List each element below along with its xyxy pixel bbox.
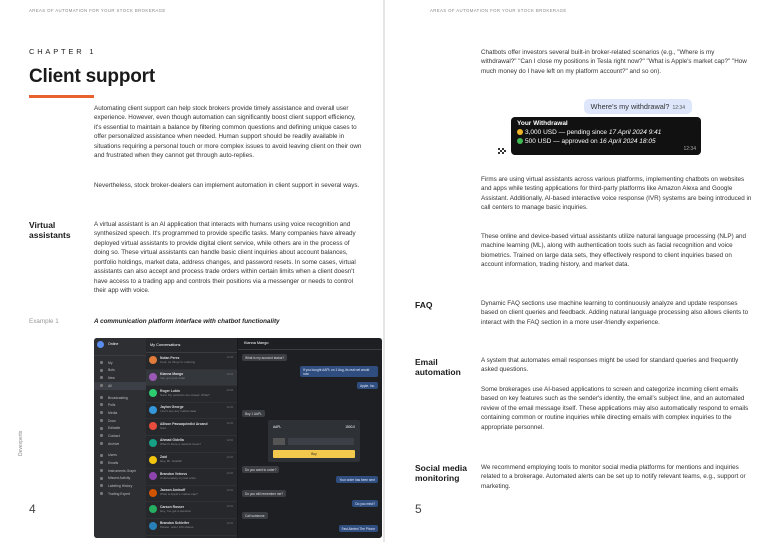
chat-message: Call someone bbox=[242, 512, 268, 519]
chat-message: Do you mind? bbox=[352, 500, 378, 507]
sidebar-item[interactable]: Instruments Graph bbox=[94, 467, 146, 475]
order-widget bbox=[268, 420, 360, 462]
conversation-item[interactable]: Roger Lubin Sure! My positions are closed. What? 12:34 bbox=[146, 386, 237, 403]
sidebar-item[interactable]: New bbox=[94, 374, 146, 382]
sidebar-item[interactable]: Broadcasting bbox=[94, 394, 146, 402]
chat-message: Apple, Inc. bbox=[357, 382, 378, 389]
conversation-item[interactable]: Jaylon George I don't see any market data 12:34 bbox=[146, 403, 237, 420]
conversation-item[interactable]: Jaxson Aminoff What is Apple's market cap? 12:34 bbox=[146, 486, 237, 503]
side-brand-label: Devexperts bbox=[18, 430, 24, 456]
price-label: 1500.0 bbox=[345, 425, 355, 429]
ticker-label: AAPL bbox=[273, 425, 282, 429]
conversation-item[interactable]: Nolan Perez Cool, no thing I'm ordering 12:34 bbox=[146, 353, 237, 370]
chat-panel bbox=[238, 338, 382, 538]
conversation-item[interactable]: Ahmad Gidella When's there a network issue? 12:34 bbox=[146, 436, 237, 453]
order-quantity-field[interactable] bbox=[288, 438, 354, 445]
chat-message: Do you want to order? bbox=[242, 466, 279, 473]
virtual-assistants-text: A virtual assistant is an AI application that interacts with humans using voice recognition and synthesized speech. It's programmed to provide specific tasks. Many companies have already deployed virtual assistants to provide digital client service, while others are in the process of doing so. These virtual assistants can handle basic client inquiries about account balances, portfolio holdings, market data, address changes, and password resets. In some cases, virtual assistants can also accept and process trade orders within certain limits when a client doesn't have access to a trading app and controls their positions via a messenger or needs to control their app with voice. bbox=[94, 221, 356, 295]
social-media-text: We recommend employing tools to monitor social media platforms for mentions and inquiries related to a brokerage. Automated alerts can be set up to notify relevant teams, e.g., support or marketing. bbox=[481, 464, 746, 490]
page-title: Client support bbox=[29, 66, 155, 87]
running-header: AREAS OF AUTOMATION FOR YOUR STOCK BROKERAGE bbox=[29, 8, 166, 13]
chat-platform-screenshot bbox=[94, 338, 382, 538]
buy-button[interactable]: Buy bbox=[273, 450, 355, 458]
chat-message: Do you still remember me? bbox=[242, 490, 286, 497]
withdrawal-card: Your Withdrawal 3,000 USD — pending since 17 April 2024 9:41 500 USD — approved on 16 April 2024 18:05 12:34 bbox=[511, 117, 701, 155]
email-automation-text: A system that automates email responses might be used for standard queries and frequently asked questions. bbox=[481, 357, 739, 374]
email-automation-text-2: Some brokerages use AI-based applications to screen and categorize incoming client emails based on key features such as the sender's identity, the email's subject line, and an automated review of the email message itself. These applications may also automatically respond to emails containing common or routine inquiries while directing emails with complex inquiries to the appropriate personnel. bbox=[481, 386, 749, 431]
sidebar-item[interactable]: All bbox=[94, 382, 146, 390]
sidebar-item[interactable]: Trading Expert bbox=[94, 490, 146, 498]
conversation-item[interactable]: Allison Passaquindici Arcand Sure 12:34 bbox=[146, 419, 237, 436]
withdrawal-card-title: Your Withdrawal bbox=[517, 120, 568, 127]
chat-message: Buy 1 AAPL bbox=[242, 410, 265, 417]
page-number: 4 bbox=[29, 502, 36, 516]
withdrawal-row-approved: 500 USD — approved on 16 April 2024 18:05 bbox=[517, 138, 695, 147]
virtual-assistants-paragraph-2: These online and device-based virtual assistants utilize natural language processing (NLP) and machine learning (ML), along with authentication tools such as facial recognition and voice biometrics. Trained on large data sets, they effectively respond to client inquiries based on account information, trading history, and market data. bbox=[481, 233, 746, 269]
example-caption: A communication platform interface with chatbot functionality bbox=[94, 318, 280, 325]
conversation-list-title: My Conversations bbox=[146, 338, 237, 353]
title-underline bbox=[29, 95, 94, 98]
sidebar-nav bbox=[94, 356, 146, 498]
conversation-item[interactable]: Brandon Schleifer Please, order 100 shares 12:34 bbox=[146, 519, 237, 536]
example-label: Example 1 bbox=[29, 318, 59, 325]
page-number: 5 bbox=[415, 502, 422, 516]
section-heading-social-media: Social media monitoring bbox=[415, 463, 467, 484]
chat-header: Kianna Mango bbox=[238, 338, 382, 350]
chat-message: What is my account status? bbox=[242, 354, 287, 361]
intro-paragraph-2: Nevertheless, stock broker-dealers can implement automation in client support in several ways. bbox=[94, 182, 360, 189]
virtual-assistants-paragraph: Firms are using virtual assistants across various platforms, implementing chatbots on websites and apps while testing applications for third-party platforms like Amazon Alexa and Google Assistant. Additionally, AI-based interactive voice response (IVR) systems are being introduced in call centers to manage basic inquiries. bbox=[481, 176, 752, 212]
conversation-list bbox=[146, 338, 238, 538]
chapter-label: CHAPTER 1 bbox=[29, 47, 97, 56]
sidebar-item[interactable]: Bots bbox=[94, 367, 146, 375]
sidebar-item[interactable]: Users bbox=[94, 452, 146, 460]
approved-status-icon bbox=[517, 138, 523, 144]
section-heading-virtual-assistants: Virtual assistants bbox=[29, 220, 71, 241]
user-question-bubble: Where's my withdrawal? 12:34 bbox=[584, 99, 692, 114]
sidebar-item[interactable]: Contact bbox=[94, 432, 146, 440]
chat-message: Your order has been sent bbox=[336, 476, 378, 483]
conversation-item[interactable]: Kianna Mango Yes, got your order 12:34 bbox=[146, 370, 237, 387]
sidebar-item[interactable]: My bbox=[94, 359, 146, 367]
pending-status-icon bbox=[517, 129, 523, 135]
conversation-item[interactable]: Carson Rosser Hey, I've got a question 12:34 bbox=[146, 502, 237, 519]
sidebar-item[interactable]: Missed Activity bbox=[94, 475, 146, 483]
running-header: AREAS OF AUTOMATION FOR YOUR STOCK BROKERAGE bbox=[430, 8, 567, 13]
sidebar-item[interactable]: Docs bbox=[94, 417, 146, 425]
sidebar-item[interactable]: Editable bbox=[94, 425, 146, 433]
withdrawal-row-pending: 3,000 USD — pending since 17 April 2024 9:41 bbox=[517, 129, 695, 138]
avatar bbox=[97, 341, 104, 348]
conversation-item[interactable]: Zaid Hey, Mr. Gidella! 12:34 bbox=[146, 453, 237, 470]
bot-icon bbox=[498, 148, 508, 156]
conversation-item[interactable]: Brandon Vetrovs Unfortunately my last order 12:34 bbox=[146, 469, 237, 486]
chat-message: If you bought AAPL on 1 Aug, its real net would now bbox=[300, 366, 378, 377]
app-user: Online bbox=[94, 338, 146, 356]
app-sidebar bbox=[94, 338, 146, 538]
sidebar-item[interactable]: Emails bbox=[94, 459, 146, 467]
chat-message: Fast Alerted The Phone bbox=[339, 525, 378, 532]
sidebar-item[interactable]: Labeling History bbox=[94, 482, 146, 490]
faq-text: Dynamic FAQ sections use machine learning to continuously analyze and update responses based on client queries and feedback. Adding natural language processing also allows clients to interact with the FAQ section in a more user-friendly experience. bbox=[481, 300, 749, 326]
section-heading-faq: FAQ bbox=[415, 300, 433, 310]
order-buy-toggle[interactable] bbox=[273, 438, 285, 445]
left-page bbox=[0, 0, 383, 542]
intro-paragraph: Automating client support can help stock brokers provide timely assistance and overall user experience. However, even though automation can significantly boost client support efficiency, it's essential to maintain a balance by filtering common questions and defining unique cases to offer personalized assistance when needed. Human support should be readily available in situations requiring a personal touch or more complex issues to avoid leaving client on their own and frustrated when they cannot get through auto-replies. bbox=[94, 105, 362, 160]
right-page bbox=[385, 0, 768, 542]
sidebar-item[interactable]: Archive bbox=[94, 440, 146, 448]
section-heading-email-automation: Email automation bbox=[415, 357, 461, 378]
sidebar-item[interactable]: Media bbox=[94, 409, 146, 417]
sidebar-item[interactable]: Polls bbox=[94, 401, 146, 409]
chatbot-intro: Chatbots offer investors several built-in broker-related scenarios (e.g., "Where is my withdrawal?" "Can I close my positions in Tesla right now?" "What is Apple's market cap?" "How much money do I have left on my platform account?" and so on). bbox=[481, 49, 747, 75]
